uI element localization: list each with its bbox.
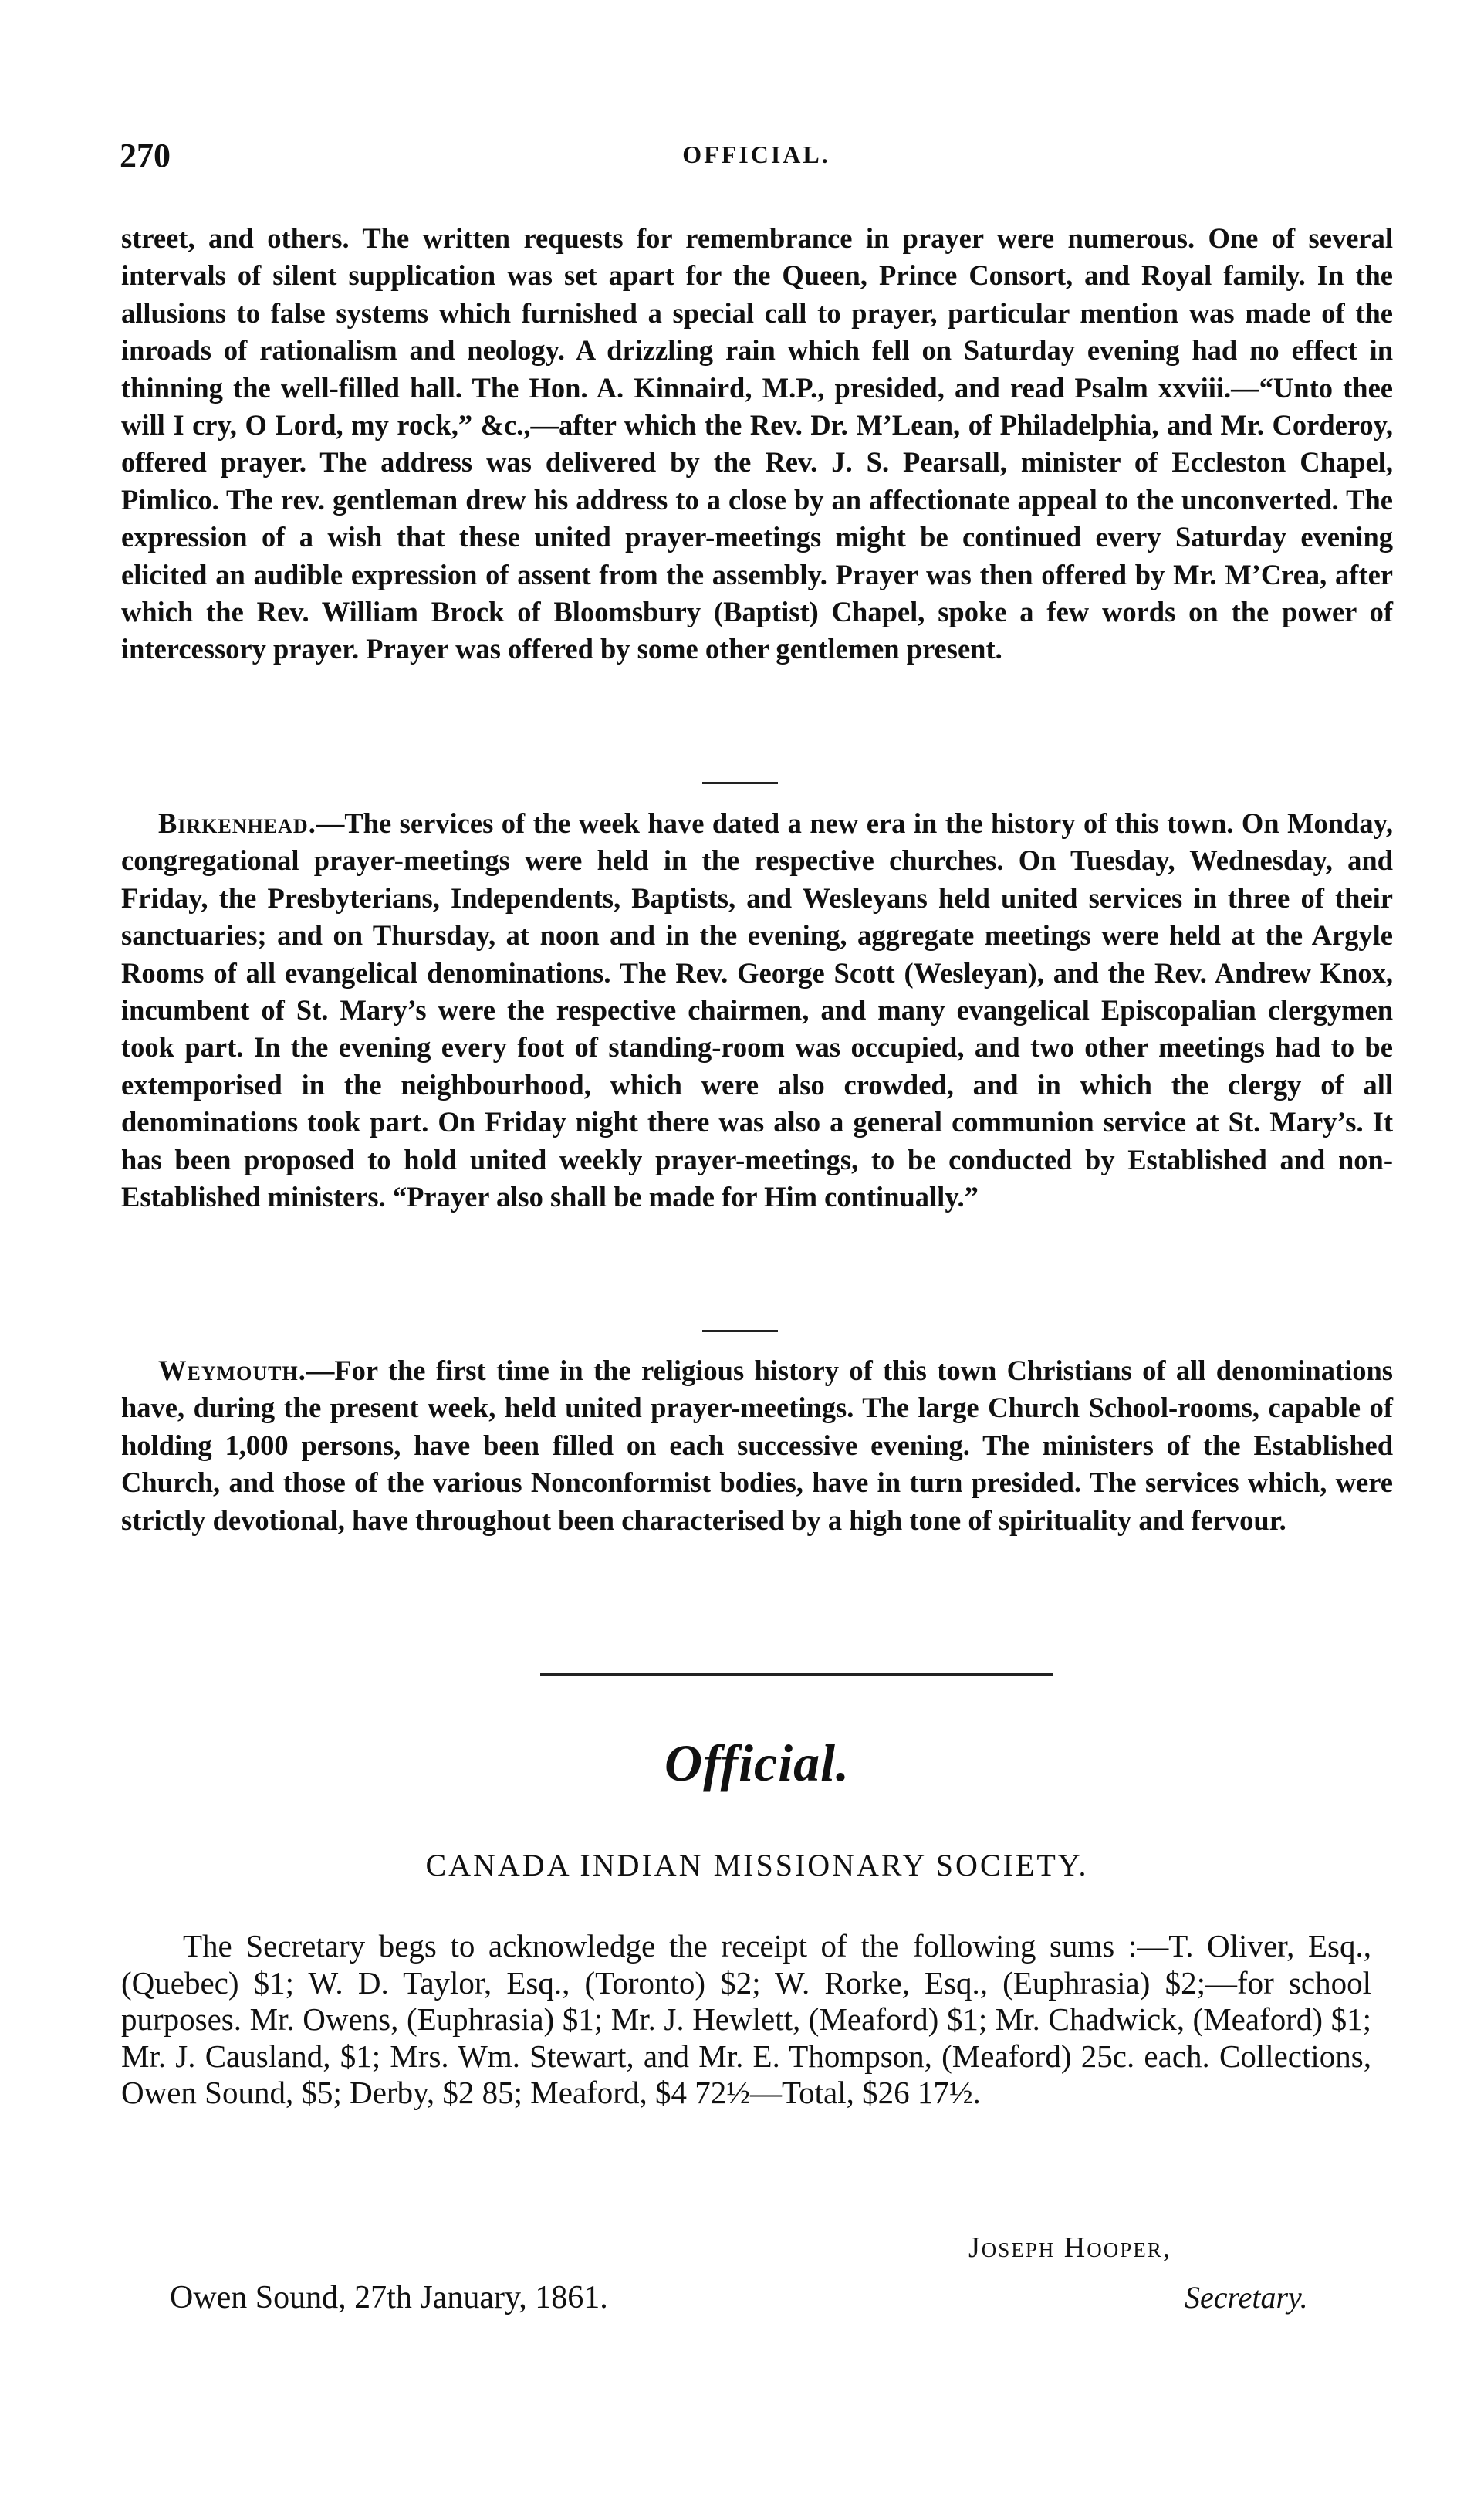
paragraph-weymouth bbox=[121, 1352, 1393, 1539]
page-number: 270 bbox=[120, 137, 171, 174]
running-head: OFFICIAL. bbox=[682, 140, 830, 168]
birkenhead-report bbox=[121, 805, 1393, 1216]
place-name: Birkenhead. bbox=[158, 807, 316, 839]
continued-paragraph bbox=[121, 220, 1393, 668]
section-title: Official. bbox=[664, 1734, 850, 1792]
section-break-rule bbox=[540, 1673, 1053, 1676]
society-heading: CANADA INDIAN MISSIONARY SOCIETY. bbox=[425, 1848, 1089, 1882]
place-name: Weymouth. bbox=[158, 1355, 306, 1386]
paragraph-london-meeting: street, and others. The written requests for remembrance in prayer were numerous. One of several intervals of silent supplication was set apart for the Queen, Prince Consort, and Royal family. In the allusions to false systems which furnished a special call to prayer, particular mention was made of the inroads of rationalism and neology. A drizzling rain which fell on Saturday evening had no effect in thinning the well-filled hall. The Hon. A. Kinnaird, M.P., presided, and read Psalm xxviii.—“Unto thee will I cry, O Lord, my rock,” &c.,—after which the Rev. Dr. M’Lean, of Philadelphia, and Mr. Corderoy, offered prayer. The address was delivered by the Rev. J. S. Pearsall, minister of Eccleston Chapel, Pimlico. The rev. gentleman drew his address to a close by an affectionate appeal to the unconverted. The expression of a wish that these united prayer-meetings might be continued every Saturday evening elicited an audible expression of assent from the assembly. Prayer was then offered by Mr. M’Crea, after which the Rev. William Brock of Bloomsbury (Baptist) Chapel, spoke a few words on the power of intercessory prayer. Prayer was offered by some other gentlemen present. bbox=[121, 222, 1393, 665]
signature-name: Joseph Hooper, bbox=[968, 2231, 1172, 2264]
section-divider bbox=[702, 782, 778, 784]
signature-title: Secretary. bbox=[1185, 2280, 1308, 2315]
paragraph-birkenhead bbox=[121, 805, 1393, 1216]
dateline: Owen Sound, 27th January, 1861. bbox=[170, 2280, 608, 2315]
paragraph-text: —The services of the week have dated a new era in the history of this town. On Monday, congregational prayer-meetings were held in the respective churches. On Tuesday, Wednesday, and Friday, the Presbyterians, Independents, Baptists, and Wesleyans held united services in three of their sanctuaries; and on Thursday, at noon and in the evening, aggregate meetings were held at the Argyle Rooms of all evangelical denominations. The Rev. George Scott (Wesleyan), and the Rev. Andrew Knox, incumbent of St. Mary’s were the respective chairmen, and many evangelical Episcopalian clergymen took part. In the evening every foot of standing-room was occupied, and two other meetings had to be extemporised in the neighbourhood, which were also crowded, and in which the clergy of all denominations took part. On Friday night there was also a general communion service at St. Mary’s. It has been proposed to hold united weekly prayer-meetings, to be conducted by Established and non-Established ministers. “Prayer also shall be made for Him continually.” bbox=[121, 807, 1393, 1213]
section-divider bbox=[702, 1330, 778, 1332]
acknowledgement-paragraph: The Secretary begs to acknowledge the receipt of the following sums :—T. Oliver, Esq., (Quebec) $1; W. D. Taylor, Esq., (Toronto) $2; W. Rorke, Esq., (Euphrasia) $2;—for school purposes. Mr. Owens, (Euphrasia) $1; Mr. J. Hewlett, (Meaford) $1; Mr. Chadwick, (Meaford) $1; Mr. J. Causland, $1; Mrs. Wm. Stewart, and Mr. E. Thompson, (Meaford) 25c. each. Collections, Owen Sound, $5; Derby, $2 85; Meaford, $4 72½—Total, $26 17½. bbox=[121, 1928, 1371, 2110]
weymouth-report bbox=[121, 1352, 1393, 1539]
page-header bbox=[120, 136, 1393, 182]
paragraph-text: —For the first time in the religious history of this town Christians of all denominations have, during the present week, held united prayer-meetings. The large Church School-rooms, capable of holding 1,000 persons, have been filled on each successive evening. The ministers of the Established Church, and those of the various Nonconformist bodies, have in turn presided. The services which, were strictly devotional, have throughout been characterised by a high tone of spirituality and fervour. bbox=[121, 1355, 1393, 1536]
